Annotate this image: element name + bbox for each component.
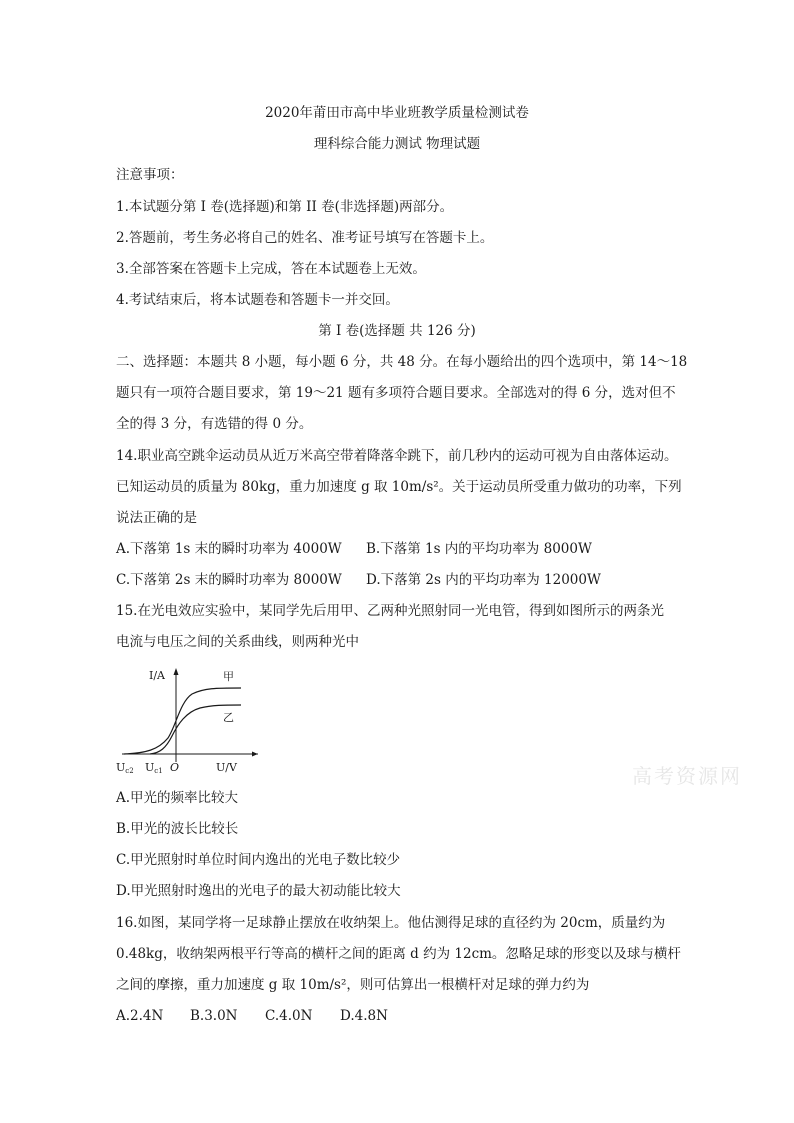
curve-jia-label: 甲 <box>223 670 234 683</box>
q15-option-d: D.甲光照射时逸出的光电子的最大初动能比较大 <box>116 883 401 899</box>
x-axis-arrow <box>252 752 258 757</box>
q14-stem-line: 已知运动员的质量为 80kg，重力加速度 g 取 10m/s²。关于运动员所受重力做功的功率，下列 <box>116 479 682 495</box>
section-intro-line: 全的得 3 分，有选错的得 0 分。 <box>116 416 313 432</box>
q14-stem-line: 说法正确的是 <box>116 510 197 526</box>
photoelectric-iv-graph <box>116 664 262 780</box>
watermark: 高考资源网 <box>632 764 742 788</box>
q14-option-a: A.下落第 1s 末的瞬时功率为 4000W <box>116 541 342 557</box>
uc1-label: Uc1 <box>145 761 163 775</box>
q14-option-d: D.下落第 2s 内的平均功率为 12000W <box>366 572 601 588</box>
uc2-label: Uc2 <box>116 761 134 775</box>
q15-option-a: A.甲光的频率比较大 <box>116 790 239 806</box>
notice-item: 3.全部答案在答题卡上完成，答在本试题卷上无效。 <box>116 261 426 277</box>
q15-stem-line: 15.在光电效应实验中，某同学先后用甲、乙两种光照射同一光电管，得到如图所示的两条光 <box>116 603 664 619</box>
q15-option-c: C.甲光照射时单位时间内逸出的光电子数比较少 <box>116 852 401 868</box>
q16-option-c: C.4.0N <box>265 1008 313 1024</box>
notice-item: 1.本试题分第 I 卷(选择题)和第 II 卷(非选择题)两部分。 <box>116 199 454 215</box>
q15-option-b: B.甲光的波长比较长 <box>116 821 239 837</box>
x-axis-label: U/V <box>216 761 237 774</box>
q16-option-d: D.4.8N <box>340 1008 388 1024</box>
exam-title: 2020年莆田市高中毕业班教学质量检测试卷 <box>265 105 529 121</box>
curve-yi-label: 乙 <box>223 711 234 724</box>
q16-stem-line: 0.48kg，收纳架两根平行等高的横杆之间的距离 d 约为 12cm。忽略足球的形变以及球与横杆 <box>116 946 681 962</box>
q16-stem-line: 之间的摩擦，重力加速度 g 取 10m/s²，则可估算出一根横杆对足球的弹力约为 <box>116 977 590 993</box>
notice-item: 2.答题前，考生务必将自己的姓名、准考证号填写在答题卡上。 <box>116 230 494 246</box>
section-intro-line: 题只有一项符合题目要求，第 19～21 题有多项符合题目要求。全部选对的得 6 分，选对但不 <box>116 385 676 401</box>
q14-option-b: B.下落第 1s 内的平均功率为 8000W <box>366 541 592 557</box>
q16-option-a: A.2.4N <box>116 1008 164 1024</box>
q14-option-c: C.下落第 2s 末的瞬时功率为 8000W <box>116 572 342 588</box>
q16-stem-line: 16.如图，某同学将一足球静止摆放在收纳架上。他估测得足球的直径约为 20cm，质量约为 <box>116 915 666 931</box>
section-title: 第 I 卷(选择题 共 126 分) <box>318 323 476 339</box>
notice-item: 4.考试结束后，将本试题卷和答题卡一并交回。 <box>116 292 399 308</box>
notice-heading: 注意事项： <box>116 167 184 183</box>
q16-option-b: B.3.0N <box>190 1008 238 1024</box>
q15-stem-line: 电流与电压之间的关系曲线，则两种光中 <box>116 634 359 650</box>
origin-label: O <box>170 761 180 774</box>
exam-subtitle: 理科综合能力测试 物理试题 <box>313 136 481 152</box>
y-axis-arrow <box>174 668 179 675</box>
section-intro-line: 二、选择题：本题共 8 小题，每小题 6 分，共 48 分。在每小题给出的四个选项中，第 14～18 <box>116 354 688 370</box>
q14-stem-line: 14.职业高空跳伞运动员从近万米高空带着降落伞跳下，前几秒内的运动可视为自由落体运动。 <box>116 448 678 464</box>
y-axis-label: I/A <box>149 669 165 682</box>
